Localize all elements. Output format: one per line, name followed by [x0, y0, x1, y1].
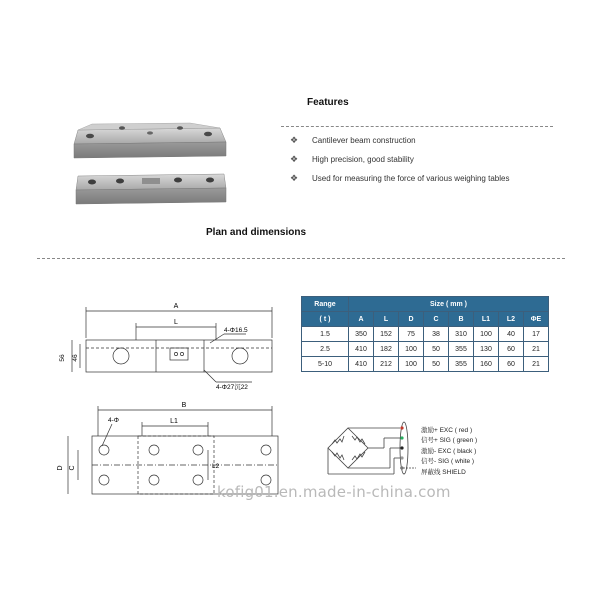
diamond-bullet-icon: ❖ [290, 154, 299, 164]
table-cell: 355 [449, 342, 474, 357]
plan-title: Plan and dimensions [206, 227, 307, 238]
table-cell: 60 [499, 357, 524, 372]
wire-label-shield: 屏蔽线 SHIELD [421, 468, 466, 476]
dim-label-l1: L1 [170, 418, 178, 425]
header-range: Range [302, 297, 349, 312]
column-header: ΦE [524, 312, 549, 327]
table-cell: 152 [374, 327, 399, 342]
elevation-drawing [46, 298, 291, 398]
dim-label-c: C [69, 465, 76, 471]
spec-table [301, 296, 549, 372]
wire-label-exc-pos: 激励+ EXC ( red ) [421, 427, 473, 434]
feature-list [290, 131, 555, 188]
diamond-bullet-icon: ❖ [290, 135, 299, 145]
table-cell: 50 [424, 342, 449, 357]
features-divider [281, 126, 553, 127]
table-cell: 160 [474, 357, 499, 372]
column-header: C [424, 312, 449, 327]
wiring-labels [421, 426, 477, 478]
product-photo-top [70, 118, 230, 168]
column-header: D [399, 312, 424, 327]
dim-label-b: B [181, 402, 187, 409]
dim-label-a: A [173, 303, 179, 310]
cell-range: 1.5 [302, 327, 349, 342]
dim-label-holes: 4-Φ [108, 417, 119, 424]
column-header: L1 [474, 312, 499, 327]
table-cell: 50 [424, 357, 449, 372]
plan-divider [37, 258, 565, 259]
header-size: Size ( mm ) [349, 297, 549, 312]
feature-item [290, 169, 537, 188]
dim-label-46: 46 [72, 354, 79, 362]
table-cell: 310 [449, 327, 474, 342]
dim-label-counterbore: 4-Φ27沉22 [216, 384, 248, 391]
dim-label-56: 56 [59, 354, 66, 362]
product-photo-bottom [72, 170, 232, 212]
feature-item [290, 131, 555, 150]
cell-range: 2.5 [302, 342, 349, 357]
table-cell: 355 [449, 357, 474, 372]
table-row [302, 357, 549, 372]
column-header: L2 [499, 312, 524, 327]
table-row [302, 327, 549, 342]
table-cell: 38 [424, 327, 449, 342]
header-unit: ( t ) [302, 312, 349, 327]
wiring-diagram [320, 420, 420, 480]
column-header: B [449, 312, 474, 327]
dim-label-l: L [174, 319, 178, 326]
table-cell: 21 [524, 342, 549, 357]
diamond-bullet-icon: ❖ [290, 173, 299, 183]
cell-range: 5-10 [302, 357, 349, 372]
table-row [302, 342, 549, 357]
table-cell: 410 [349, 357, 374, 372]
dim-label-d: D [57, 465, 64, 471]
table-cell: 75 [399, 327, 424, 342]
table-cell: 182 [374, 342, 399, 357]
table-cell: 130 [474, 342, 499, 357]
table-cell: 60 [499, 342, 524, 357]
feature-item [290, 150, 555, 169]
dim-label-l2: L2 [212, 463, 220, 470]
table-cell: 40 [499, 327, 524, 342]
watermark: kofig01.en.made-in-china.com [217, 483, 451, 501]
column-header: A [349, 312, 374, 327]
features-title: Features [307, 97, 349, 108]
feature-text: High precision, good stability [312, 155, 414, 164]
feature-text: Cantilever beam construction [312, 136, 416, 145]
wire-label-sig-pos: 信号+ SIG ( green ) [421, 437, 478, 445]
table-cell: 100 [474, 327, 499, 342]
table-cell: 100 [399, 357, 424, 372]
table-cell: 100 [399, 342, 424, 357]
feature-text: Used for measuring the force of various weighing tables [312, 174, 510, 183]
table-cell: 21 [524, 357, 549, 372]
table-cell: 410 [349, 342, 374, 357]
dim-label-hole: 4-Φ16.5 [224, 327, 248, 334]
wire-label-sig-neg: 信号- SIG ( white ) [421, 458, 475, 466]
table-cell: 212 [374, 357, 399, 372]
column-header: L [374, 312, 399, 327]
wire-label-exc-neg: 激励- EXC ( black ) [421, 447, 477, 455]
table-cell: 17 [524, 327, 549, 342]
table-cell: 350 [349, 327, 374, 342]
